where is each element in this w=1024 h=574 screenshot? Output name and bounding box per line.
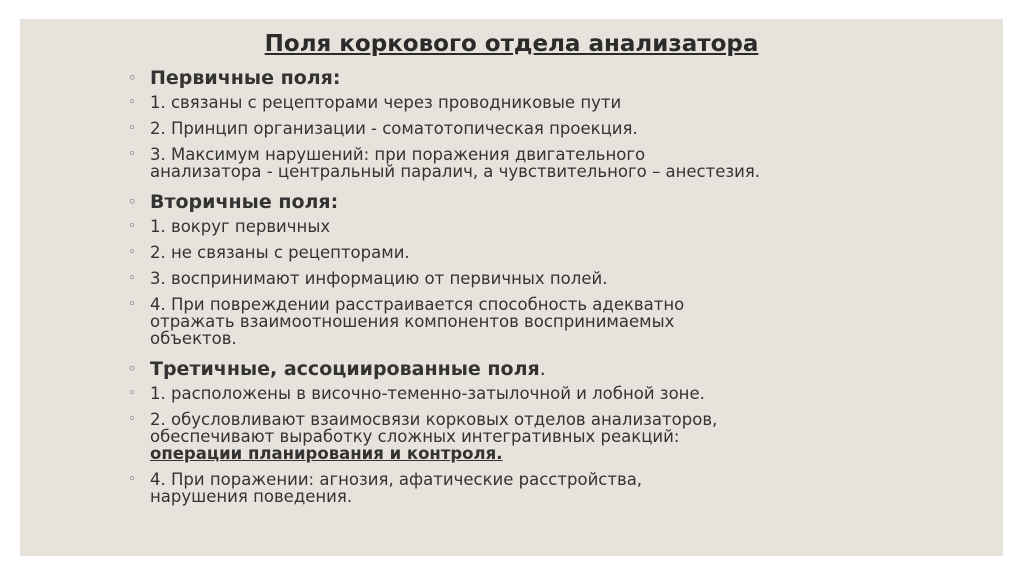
- bullet-icon: ◦: [128, 219, 136, 234]
- heading-primary: Первичные поля:: [150, 67, 341, 89]
- item-text-line: 4. При повреждении расстраивается способность адекватно: [150, 295, 685, 314]
- bullet-icon: ◦: [128, 195, 137, 210]
- bullet-icon: ◦: [128, 271, 136, 286]
- item-text-line: обеспечивают выработку сложных интегративных реакций:: [150, 427, 680, 446]
- heading-tertiary: Третичные, ассоциированные поля: [150, 358, 540, 380]
- list-item-heading-primary: [128, 65, 983, 91]
- list-item: [128, 120, 983, 137]
- list-item-heading-tertiary: [128, 356, 983, 382]
- bullet-icon: ◦: [128, 245, 136, 260]
- item-text: 1. вокруг первичных: [150, 217, 331, 236]
- heading-secondary: Вторичные поля:: [150, 191, 339, 213]
- item-text-line: 3. Максимум нарушений: при поражения двигательного: [150, 145, 646, 164]
- slide-title: Поля коркового отдела анализатора: [264, 31, 759, 57]
- bullet-icon: ◦: [128, 71, 137, 86]
- list-item: [128, 218, 983, 235]
- item-text: 2. не связаны с рецепторами.: [150, 243, 410, 262]
- item-text-line: анализатора - центральный паралич, а чувствительного – анестезия.: [150, 162, 761, 181]
- bullet-icon: ◦: [128, 147, 136, 162]
- list-item: [128, 270, 983, 287]
- list-item: [128, 385, 983, 402]
- item-text: 2. Принцип организации - соматотопическая проекция.: [150, 119, 638, 138]
- list-item: [128, 471, 983, 505]
- item-text: 1. связаны с рецепторами через проводниковые пути: [150, 93, 622, 112]
- slide: [20, 19, 1003, 556]
- list-item: [128, 296, 983, 347]
- list-item: [128, 244, 983, 261]
- list-item: [128, 94, 983, 111]
- item-text-line: нарушения поведения.: [150, 487, 353, 506]
- item-text-line: объектов.: [150, 329, 237, 348]
- item-text-line: 4. При поражении: агнозия, афатические расстройства,: [150, 470, 643, 489]
- content-list: [128, 65, 983, 514]
- bullet-icon: ◦: [128, 472, 136, 487]
- item-text: 3. воспринимают информацию от первичных полей.: [150, 269, 608, 288]
- list-item: [128, 146, 983, 180]
- bullet-icon: ◦: [128, 95, 136, 110]
- bullet-icon: ◦: [128, 362, 137, 377]
- bullet-icon: ◦: [128, 121, 136, 136]
- list-item: [128, 411, 983, 462]
- bullet-icon: ◦: [128, 386, 136, 401]
- item-text-line: отражать взаимоотношения компонентов воспринимаемых: [150, 312, 675, 331]
- bullet-icon: ◦: [128, 412, 136, 427]
- item-text-emphasis: операции планирования и контроля.: [150, 444, 503, 463]
- bullet-icon: ◦: [128, 297, 136, 312]
- list-item-heading-secondary: [128, 189, 983, 215]
- heading-tertiary-suffix: .: [539, 358, 546, 380]
- item-text: 1. расположены в височно-теменно-затылочной и лобной зоне.: [150, 384, 705, 403]
- item-text-line: 2. обусловливают взаимосвязи корковых отделов анализаторов,: [150, 410, 718, 429]
